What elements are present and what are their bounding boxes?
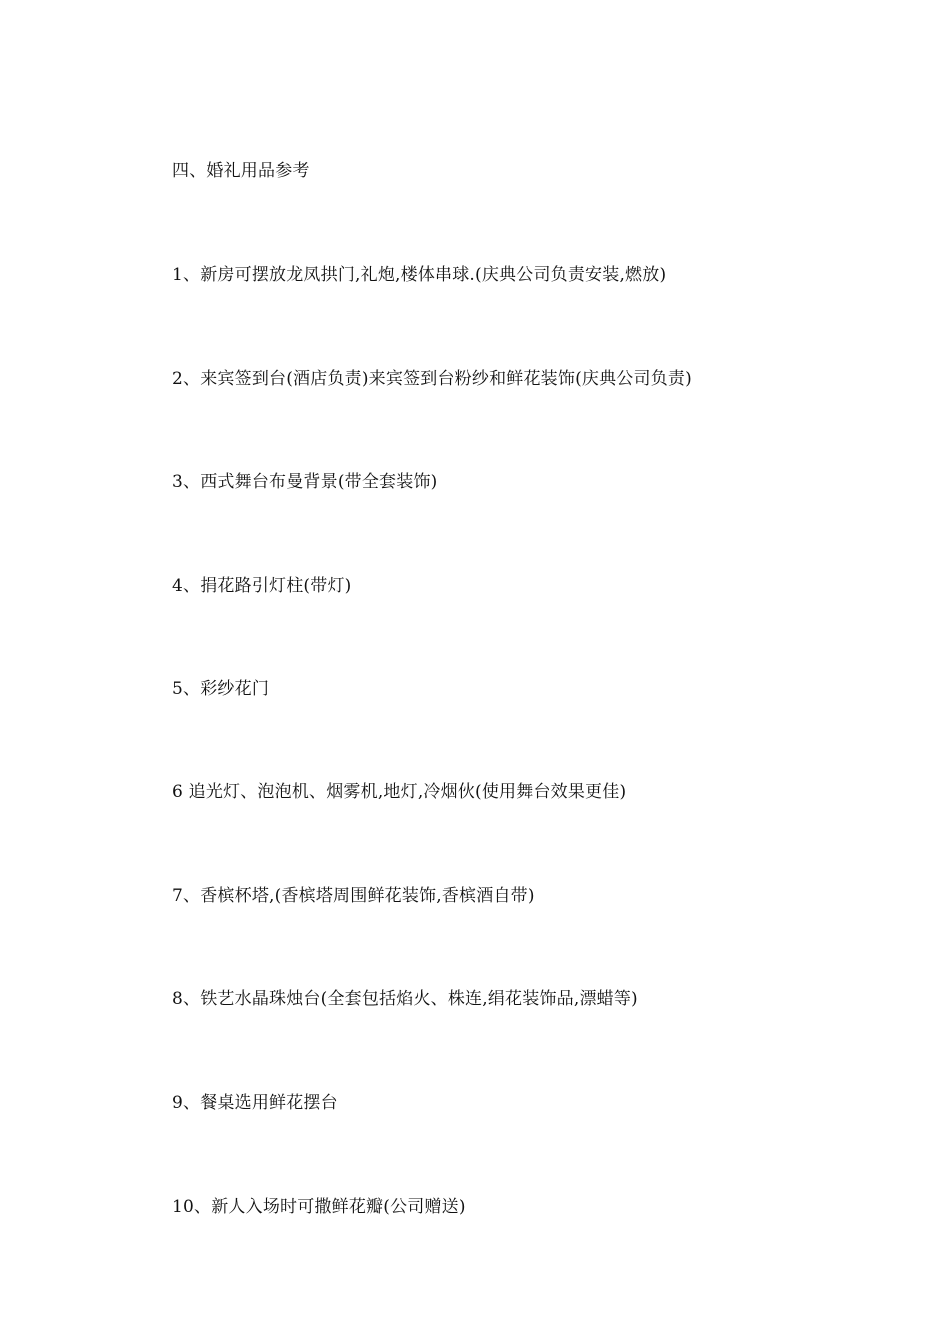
list-item: 2、来宾签到台(酒店负责)来宾签到台粉纱和鲜花装饰(庆典公司负责) [172, 369, 692, 389]
list-item: 5、彩纱花门 [172, 679, 270, 699]
list-item: 10、新人入场时可撒鲜花瓣(公司赠送) [172, 1197, 466, 1217]
section-heading: 四、婚礼用品参考 [172, 161, 310, 181]
list-item: 8、铁艺水晶珠烛台(全套包括焰火、株连,绢花装饰品,漂蜡等) [172, 989, 638, 1009]
list-item: 3、西式舞台布曼背景(带全套装饰) [172, 472, 438, 492]
list-item: 4、捐花路引灯柱(带灯) [172, 576, 352, 596]
list-item: 6 追光灯、泡泡机、烟雾机,地灯,冷烟伙(使用舞台效果更佳) [172, 782, 627, 802]
list-item: 1、新房可摆放龙凤拱门,礼炮,楼体串球.(庆典公司负责安装,燃放) [172, 265, 667, 285]
list-item: 9、餐桌选用鲜花摆台 [172, 1093, 338, 1113]
list-item: 7、香槟杯塔,(香槟塔周围鲜花装饰,香槟酒自带) [172, 886, 535, 906]
